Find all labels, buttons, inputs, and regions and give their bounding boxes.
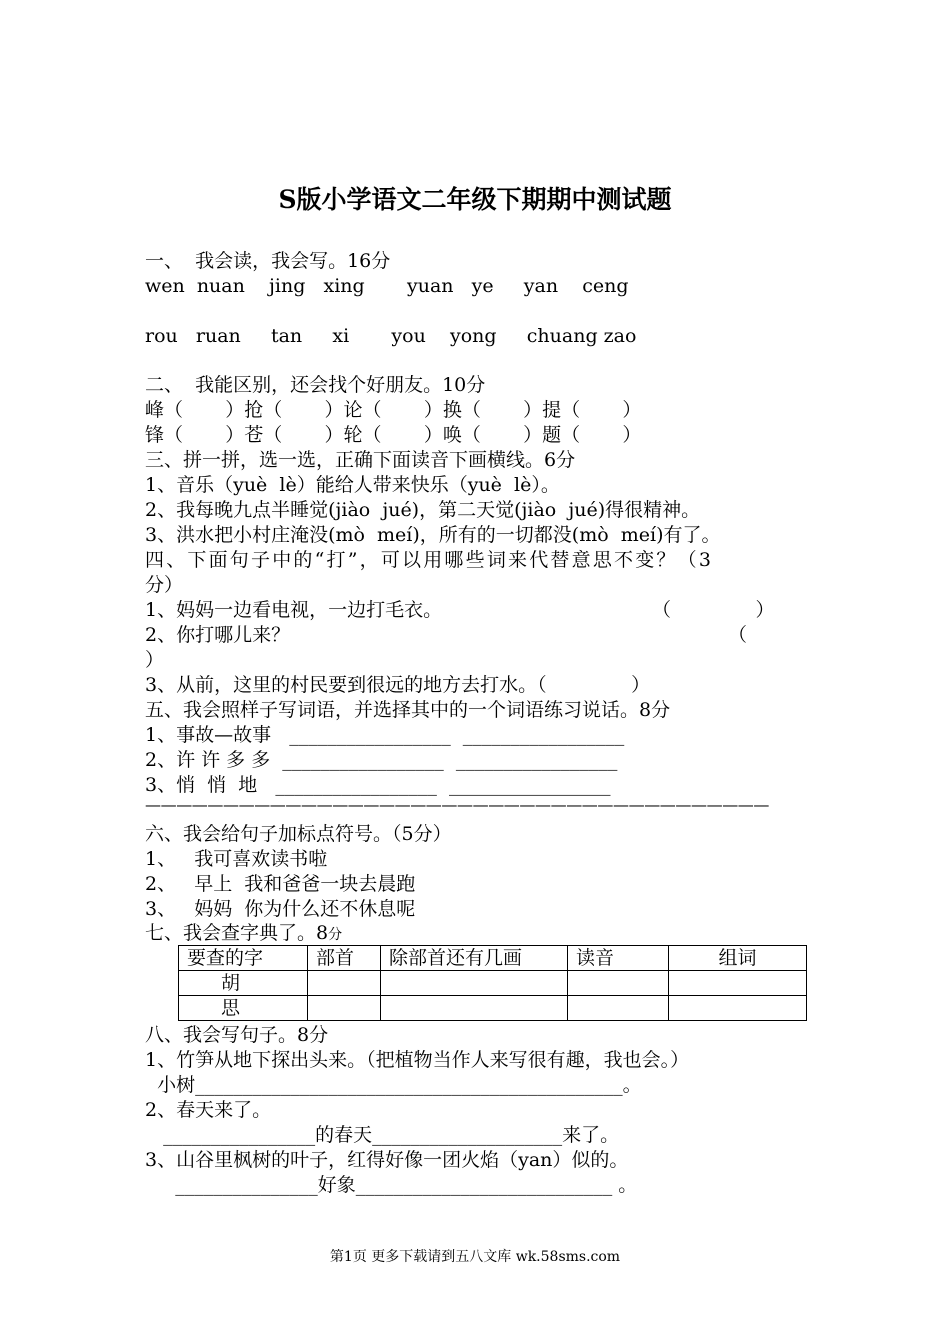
header-cell: 组词 xyxy=(669,946,807,971)
page-footer: 第1页 更多下载请到五八文库 wk.58sms.com xyxy=(329,1249,621,1265)
section-8-answer-2: ________________的春天____________________来了。 xyxy=(145,1124,620,1146)
table-row xyxy=(179,971,807,996)
table-cell[interactable] xyxy=(669,971,807,996)
section-3-heading: 三、拼一拼，选一选，正确下面读音下画横线。6分 xyxy=(145,449,576,471)
table-cell[interactable] xyxy=(381,971,568,996)
section-4-question-3: 3、从前，这里的村民要到很远的地方去打水。（ ） xyxy=(145,674,651,696)
section-3-question-1: 1、音乐（yuè lè）能给人带来快乐（yuè lè）。 xyxy=(145,474,560,496)
section-6-heading: 六、我会给句子加标点符号。（5分） xyxy=(145,823,452,845)
section-4-heading: 四、下面句子中的“打”，可以用哪些词来代替意思不变？（3 xyxy=(145,549,714,571)
header-cell: 要查的字 xyxy=(179,946,308,971)
section-5-question-1: 1、事故—故事 _________________ _________________ xyxy=(145,724,625,746)
answer-paren-2-open: （ xyxy=(728,624,748,646)
table-cell[interactable] xyxy=(381,996,568,1021)
section-8-question-1: 1、竹笋从地下探出头来。（把植物当作人来写很有趣，我也会。） xyxy=(145,1049,690,1071)
writing-dash-line: ———————————————————————————————————————— xyxy=(145,795,770,814)
section-5-question-3: 3、悄 悄 地 _________________ _________________ xyxy=(145,774,611,796)
header-cell: 部首 xyxy=(308,946,381,971)
section-7-heading xyxy=(145,921,342,948)
answer-paren-1: （ ） xyxy=(652,599,775,621)
section-6-question-2: 2、 早上 我和爸爸一块去晨跑 xyxy=(145,873,416,895)
table-cell[interactable] xyxy=(568,971,669,996)
pinyin-row-1: wen nuan jing xing yuan ye yan ceng xyxy=(145,275,629,297)
section-7-heading-text: 七、我会查字典了。8 xyxy=(145,922,329,944)
section-6-question-3: 3、 妈妈 你为什么还不休息呢 xyxy=(145,898,416,920)
table-cell[interactable] xyxy=(308,996,381,1021)
table-cell[interactable] xyxy=(308,971,381,996)
section-8-answer-3: _______________好象___________________________ 。 xyxy=(145,1174,638,1196)
section-3-question-3: 3、洪水把小村庄淹没(mò meí)，所有的一切都没(mò meí)有了。 xyxy=(145,524,721,546)
pinyin-row-2: rou ruan tan xi you yong chuang zao xyxy=(145,325,637,347)
table-cell: 胡 xyxy=(179,971,308,996)
section-3-question-2: 2、我每晚九点半睡觉(jiào jué)，第二天觉(jiào jué)得很精神。 xyxy=(145,499,701,521)
section-4-question-2: 2、你打哪儿来？ xyxy=(145,624,291,646)
char-row-1: 峰（ ）抢（ ）论（ ）换（ ）提（ ） xyxy=(145,399,642,421)
section-8-heading: 八、我会写句子。8分 xyxy=(145,1024,329,1046)
dictionary-table xyxy=(178,945,807,1021)
header-cell: 读音 xyxy=(568,946,669,971)
table-cell: 思 xyxy=(179,996,308,1021)
table-cell[interactable] xyxy=(669,996,807,1021)
answer-paren-2-close: ） xyxy=(145,649,165,671)
section-5-question-2: 2、许 许 多 多 _________________ _________________ xyxy=(145,749,618,771)
section-4-heading-cont: 分） xyxy=(145,574,184,596)
char-row-2: 锋（ ）苍（ ）轮（ ）唤（ ）题（ ） xyxy=(145,424,642,446)
page-title: S版小学语文二年级下期期中测试题 xyxy=(278,185,672,214)
section-1-heading: 一、 我会读，我会写。16分 xyxy=(145,250,391,272)
table-row xyxy=(179,996,807,1021)
section-7-heading-unit: 分 xyxy=(328,927,343,943)
section-5-heading: 五、我会照样子写词语，并选择其中的一个词语练习说话。8分 xyxy=(145,699,671,721)
section-2-heading: 二、 我能区别，还会找个好朋友。10分 xyxy=(145,374,486,396)
section-8-question-3: 3、山谷里枫树的叶子，红得好像一团火焰（yan）似的。 xyxy=(145,1149,629,1171)
header-cell: 除部首还有几画 xyxy=(381,946,568,971)
table-cell[interactable] xyxy=(568,996,669,1021)
section-6-question-1: 1、 我可喜欢读书啦 xyxy=(145,848,328,870)
section-8-question-2: 2、春天来了。 xyxy=(145,1099,272,1121)
section-8-answer-1: 小树_____________________________________________。 xyxy=(145,1074,642,1096)
table-header-row xyxy=(179,946,807,971)
section-4-question-1: 1、妈妈一边看电视，一边打毛衣。 xyxy=(145,599,443,621)
